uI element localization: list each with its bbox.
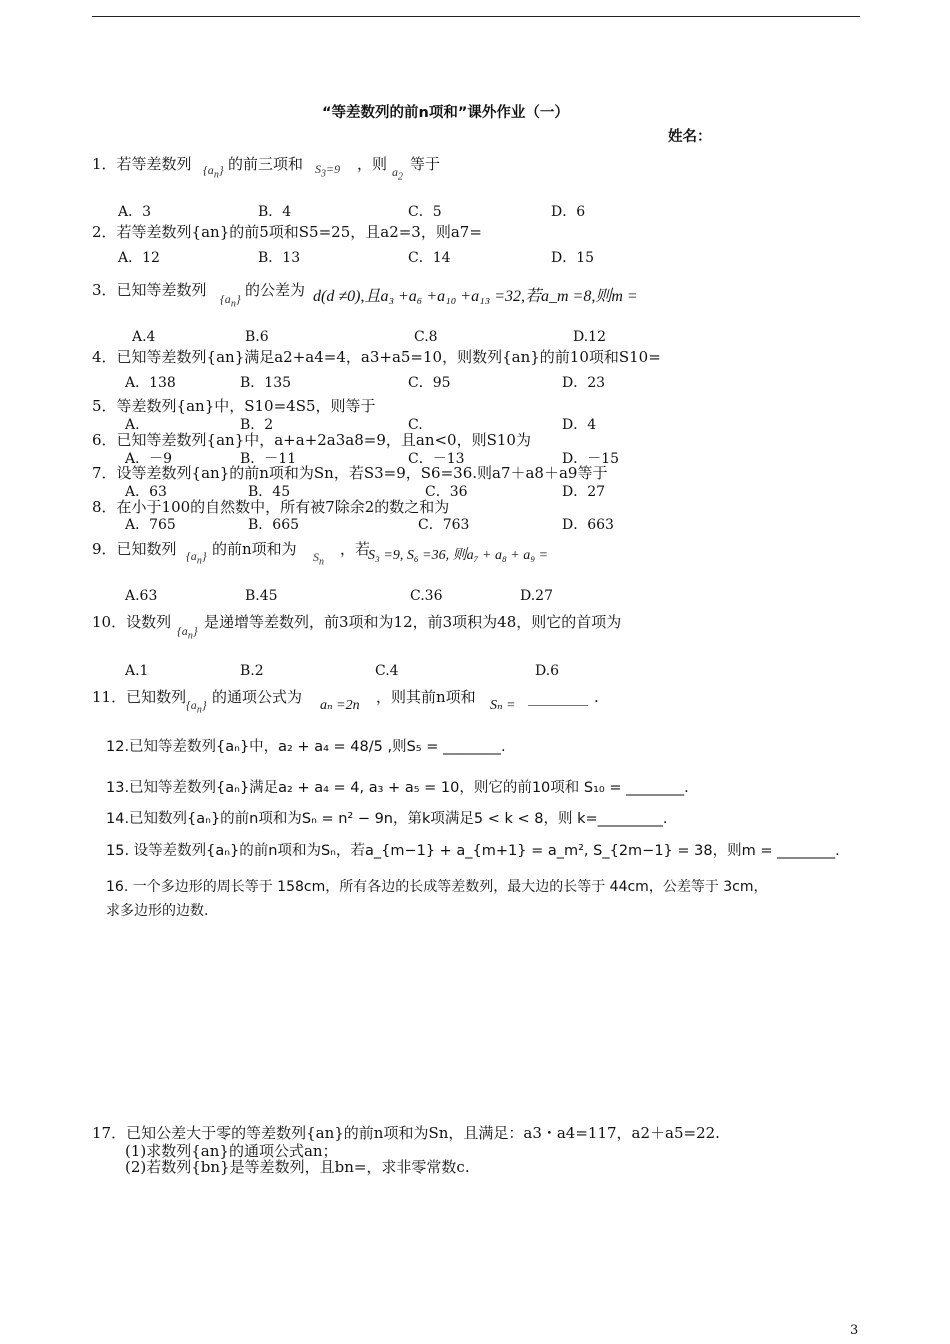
- q3-formula: d(d ≠0),且a₃ +a₆ +a₁₀ +a₁₃ =32,若a_m =8,则m =: [313, 288, 638, 305]
- q4-option-c: C．95: [408, 375, 451, 391]
- question-3: 3．已知等差数列: [92, 281, 207, 299]
- q7-option-a: A．63: [125, 484, 167, 500]
- q1-option-b: B．4: [258, 204, 292, 220]
- q6-option-c: C．－13: [408, 451, 465, 467]
- question-7: 7．设等差数列{an}的前n项和为Sn，若S3=9，S6=36.则a7＋a8＋a9等于: [92, 464, 608, 482]
- q9-seq: $\{a_n\}$: [186, 549, 207, 567]
- q5-option-b: B．2: [240, 417, 274, 433]
- q1-text-4: 等于: [410, 155, 441, 173]
- q9-Sn: $S_n$: [313, 550, 324, 568]
- q11-seq: $\{a_n\}$: [186, 698, 207, 716]
- q7-option-c: C．36: [425, 484, 468, 500]
- q5-option-c: C.: [408, 417, 423, 433]
- q7-option-d: D．27: [562, 484, 606, 500]
- q9-option-b: B.45: [245, 588, 278, 604]
- question-13: 13.已知等差数列{aₙ}满足a₂ + a₄ = 4, a₃ + a₅ = 10，则它的前10项和 S₁₀ = ________.: [106, 780, 689, 796]
- q11-text-2: 的通项公式为: [212, 688, 303, 706]
- q10-text-2: 是递增等差数列，前3项和为12，前3项积为48，则它的首项为: [204, 613, 622, 631]
- q1-S3: $S_3=9$: [315, 162, 341, 180]
- q8-option-d: D．663: [562, 517, 614, 533]
- q4-option-b: B．135: [240, 375, 292, 391]
- q9-text-2: 的前n项和为: [212, 540, 297, 558]
- q1-text-3: ，则: [357, 155, 388, 173]
- q4-option-a: A．138: [125, 375, 176, 391]
- question-5: 5．等差数列{an}中，S10=4S5，则等于: [92, 397, 376, 415]
- q3-seq: $\{a_n\}$: [220, 292, 241, 310]
- q1-seq: $\{a_n\}$: [203, 163, 224, 181]
- q3-text-2: 的公差为: [245, 281, 306, 299]
- q8-option-c: C．763: [418, 517, 470, 533]
- q7-option-b: B．45: [248, 484, 291, 500]
- q8-option-a: A．765: [125, 517, 176, 533]
- question-9: 9．已知数列: [92, 540, 177, 558]
- question-15: 15. 设等差数列{aₙ}的前n项和为Sₙ，若a_{m−1} + a_{m+1} = a_m², S_{2m−1} = 38，则m = ________.: [106, 843, 840, 859]
- q9-option-c: C.36: [410, 588, 443, 604]
- question-17-line-1: 17．已知公差大于零的等差数列{an}的前n项和为Sn，且满足：a3・a4=117，a2＋a5=22.: [92, 1124, 720, 1142]
- page-number: 3: [850, 1323, 859, 1338]
- q2-option-c: C．14: [408, 250, 451, 266]
- q5-option-d: D．4: [562, 417, 597, 433]
- q2-option-b: B．13: [258, 250, 301, 266]
- q10-option-d: D.6: [535, 663, 560, 679]
- q11-blank: ________: [528, 688, 588, 706]
- question-10: 10．设数列: [92, 613, 172, 631]
- question-17-line-3: (2)若数列{bn}是等差数列，且bn=，求非零常数c.: [125, 1158, 470, 1176]
- page-title: “等差数列的前n项和”课外作业（一）: [322, 105, 569, 121]
- q10-option-b: B.2: [240, 663, 264, 679]
- q6-option-a: A．－9: [125, 451, 173, 467]
- q11-Sn: Sₙ =: [490, 698, 516, 713]
- question-8: 8．在小于100的自然数中，所有被7除余2的数之和为: [92, 498, 450, 516]
- question-16-line-1: 16. 一个多边形的周长等于 158cm，所有各边的长成等差数列，最大边的长等于 44cm，公差等于 3cm，: [106, 879, 768, 895]
- q10-option-c: C.4: [375, 663, 399, 679]
- q11-end: .: [594, 688, 599, 706]
- q10-seq: $\{a_n\}$: [177, 624, 198, 642]
- question-1: 1．若等差数列: [92, 155, 192, 173]
- q8-option-b: B．665: [248, 517, 300, 533]
- q9-text-3: ，若: [340, 540, 371, 558]
- q4-option-d: D．23: [562, 375, 606, 391]
- question-6: 6．已知等差数列{an}中，a+a+2a3a8=9，且an<0，则S10为: [92, 431, 531, 449]
- q1-option-d: D．6: [551, 204, 586, 220]
- question-4: 4．已知等差数列{an}满足a2+a4=4，a3+a5=10，则数列{an}的前10项和S10=: [92, 348, 661, 366]
- q1-a2: $a_2$: [392, 165, 403, 183]
- q1-option-c: C．5: [408, 204, 442, 220]
- question-14: 14.已知数列{aₙ}的前n项和为Sₙ = n² − 9n，第k项满足5 < k < 8，则 k=_________.: [106, 811, 668, 827]
- q1-text-2: 的前三项和: [228, 155, 304, 173]
- q11-text-3: ，则其前n项和: [376, 688, 476, 706]
- q3-option-c: C.8: [414, 329, 438, 345]
- question-12: 12.已知等差数列{aₙ}中，a₂ + a₄ = 48/5 ,则S₅ = ________.: [106, 739, 506, 755]
- q10-option-a: A.1: [125, 663, 149, 679]
- q2-option-a: A．12: [118, 250, 160, 266]
- q6-option-d: D．－15: [562, 451, 620, 467]
- question-16-line-2: 求多边形的边数.: [106, 903, 209, 919]
- name-label: 姓名：: [668, 129, 712, 145]
- q11-formula: aₙ =2n: [320, 698, 360, 713]
- q9-formula: S₃ =9, S₆ =36, 则a₇ + a₈ + a₉ =: [368, 548, 549, 563]
- q6-option-b: B．－11: [240, 451, 297, 467]
- header-rule: [92, 16, 860, 17]
- q1-option-a: A．3: [118, 204, 152, 220]
- q5-option-a: A.: [125, 417, 140, 433]
- q9-option-d: D.27: [520, 588, 553, 604]
- question-11: 11．已知数列: [92, 688, 187, 706]
- q3-option-d: D.12: [573, 329, 606, 345]
- question-2: 2．若等差数列{an}的前5项和S5=25，且a2=3，则a7=: [92, 223, 482, 241]
- q9-option-a: A.63: [125, 588, 158, 604]
- q3-option-b: B.6: [245, 329, 269, 345]
- question-17-line-2: (1)求数列{an}的通项公式an；: [125, 1142, 338, 1160]
- q3-option-a: A.4: [132, 329, 156, 345]
- q2-option-d: D．15: [551, 250, 595, 266]
